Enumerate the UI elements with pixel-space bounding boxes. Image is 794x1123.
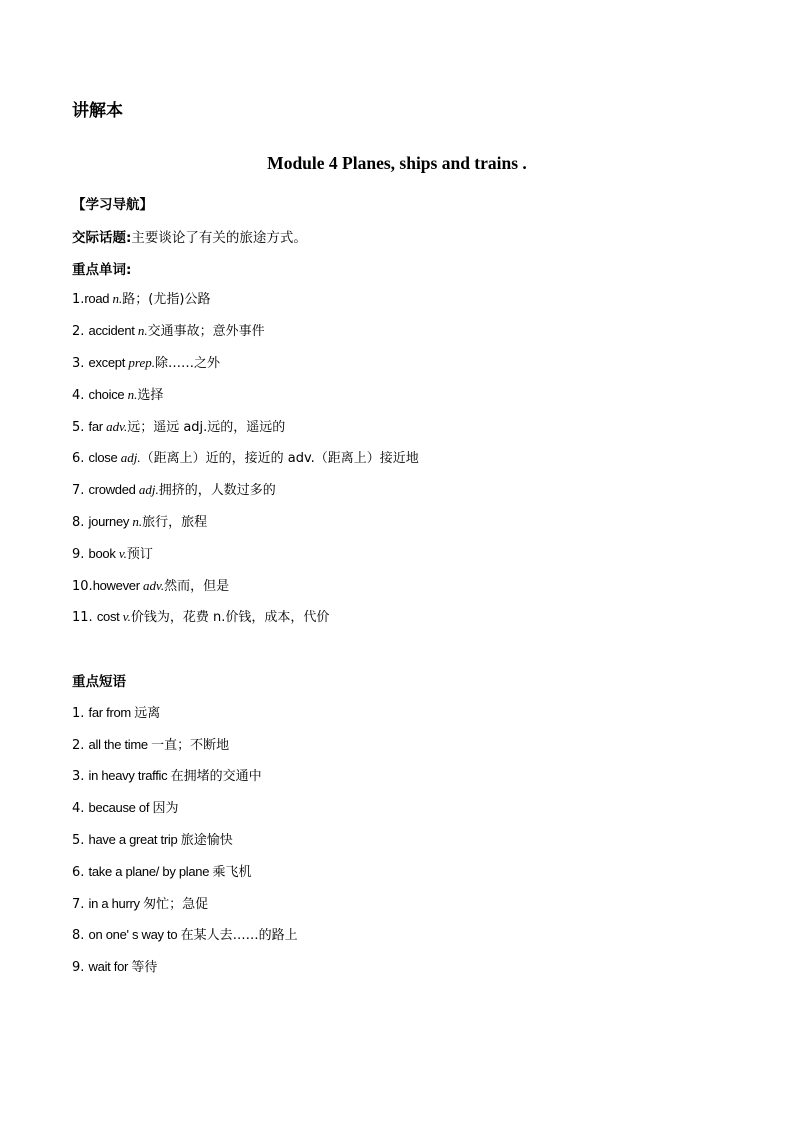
word-part-of-speech: adj. (120, 450, 141, 465)
phrase-item (72, 829, 233, 848)
word-chinese: 拥挤的，人数过多的 (158, 483, 276, 498)
phrase-item (72, 702, 160, 721)
word-item (72, 511, 207, 530)
word-english: road (84, 291, 113, 306)
phrase-english: in heavy traffic (88, 768, 171, 783)
word-english: however (92, 578, 144, 593)
word-item (72, 320, 265, 339)
phrase-english: wait for (88, 959, 132, 974)
word-item (72, 606, 329, 625)
phrase-chinese: 乘飞机 (212, 865, 252, 880)
phrase-english: because of (88, 800, 153, 815)
word-english: far (88, 419, 107, 434)
word-number: 1. (72, 292, 85, 307)
word-part-of-speech: v. (118, 546, 127, 561)
phrase-english: have a great trip (88, 832, 181, 847)
word-english: book (88, 546, 119, 561)
word-part-of-speech: adv. (106, 419, 128, 434)
word-part-of-speech: adj. (138, 482, 159, 497)
word-part-of-speech: n. (127, 387, 138, 402)
phrase-chinese: 一直；不断地 (151, 738, 230, 753)
word-english: close (88, 450, 121, 465)
topic-text: 主要谈论了有关的旅途方式。 (131, 230, 307, 246)
word-chinese: 预订 (126, 547, 153, 562)
phrase-item (72, 734, 229, 753)
word-chinese: 然而，但是 (164, 579, 230, 594)
word-item (72, 384, 163, 403)
word-part-of-speech: prep. (128, 355, 155, 370)
word-english: cost (96, 609, 123, 624)
study-guide-heading: 【学习导航】 (72, 197, 153, 213)
phrase-item (72, 797, 178, 816)
word-english: choice (88, 387, 128, 402)
word-chinese: 除……之外 (154, 356, 220, 371)
phrase-english: all the time (88, 737, 152, 752)
word-item (72, 352, 220, 371)
word-chinese: 路；(尤指)公路 (122, 292, 211, 307)
phrase-english: on one' s way to (88, 927, 181, 942)
phrase-chinese: 等待 (131, 960, 158, 975)
word-item (72, 288, 210, 307)
word-chinese: （距离上）近的，接近的 adv.（距离上）接近地 (140, 451, 419, 466)
phrase-item (72, 765, 262, 784)
page-header-label: 讲解本 (72, 101, 123, 121)
word-chinese: 旅行，旅程 (142, 515, 208, 530)
communication-topic (72, 226, 307, 246)
word-number: 4. (72, 388, 89, 403)
phrase-english: far from (88, 705, 135, 720)
word-part-of-speech: v. (122, 609, 131, 624)
word-part-of-speech: n. (132, 514, 143, 529)
phrase-chinese: 匆忙；急促 (143, 897, 209, 912)
phrase-chinese: 旅途愉快 (180, 833, 233, 848)
module-title: Module 4 Planes, ships and trains . (267, 153, 527, 173)
word-english: crowded (88, 482, 139, 497)
key-phrases-heading: 重点短语 (72, 674, 126, 690)
word-chinese: 交通事故；意外事件 (147, 324, 265, 339)
phrase-number: 9. (72, 960, 89, 975)
word-part-of-speech: adv. (143, 578, 165, 593)
phrase-english: in a hurry (88, 896, 144, 911)
word-english: accident (88, 323, 138, 338)
word-item (72, 416, 285, 435)
word-number: 10. (72, 579, 93, 594)
phrase-number: 5. (72, 833, 89, 848)
phrase-chinese: 在拥堵的交通中 (170, 769, 262, 784)
phrase-english: take a plane/ by plane (88, 864, 213, 879)
phrase-item (72, 924, 298, 943)
word-number: 5. (72, 420, 89, 435)
word-item (72, 447, 419, 466)
word-number: 7. (72, 483, 89, 498)
word-part-of-speech: n. (137, 323, 148, 338)
word-item (72, 479, 276, 498)
word-chinese: 选择 (137, 388, 164, 403)
phrase-item (72, 893, 208, 912)
phrase-number: 3. (72, 769, 89, 784)
word-chinese: 远；遥远 adj.远的，遥远的 (127, 420, 286, 435)
key-words-heading: 重点单词: (72, 262, 132, 278)
topic-label: 交际话题: (72, 230, 132, 246)
word-item (72, 543, 153, 562)
word-part-of-speech: n. (112, 291, 123, 306)
phrase-chinese: 远离 (134, 706, 161, 721)
phrase-number: 4. (72, 801, 89, 816)
word-english: except (88, 355, 129, 370)
phrase-chinese: 在某人去……的路上 (180, 928, 298, 943)
phrase-number: 8. (72, 928, 89, 943)
word-number: 2. (72, 324, 89, 339)
phrase-item (72, 861, 251, 880)
phrase-number: 2. (72, 738, 89, 753)
word-chinese: 价钱为，花费 n.价钱，成本，代价 (130, 610, 330, 625)
word-number: 3. (72, 356, 89, 371)
phrase-number: 6. (72, 865, 89, 880)
phrase-number: 7. (72, 897, 89, 912)
word-number: 9. (72, 547, 89, 562)
word-number: 11. (72, 610, 97, 625)
word-english: journey (88, 514, 133, 529)
phrase-item (72, 956, 157, 975)
phrase-chinese: 因为 (152, 801, 179, 816)
word-item (72, 575, 229, 594)
phrase-number: 1. (72, 706, 89, 721)
word-number: 8. (72, 515, 89, 530)
word-number: 6. (72, 451, 89, 466)
